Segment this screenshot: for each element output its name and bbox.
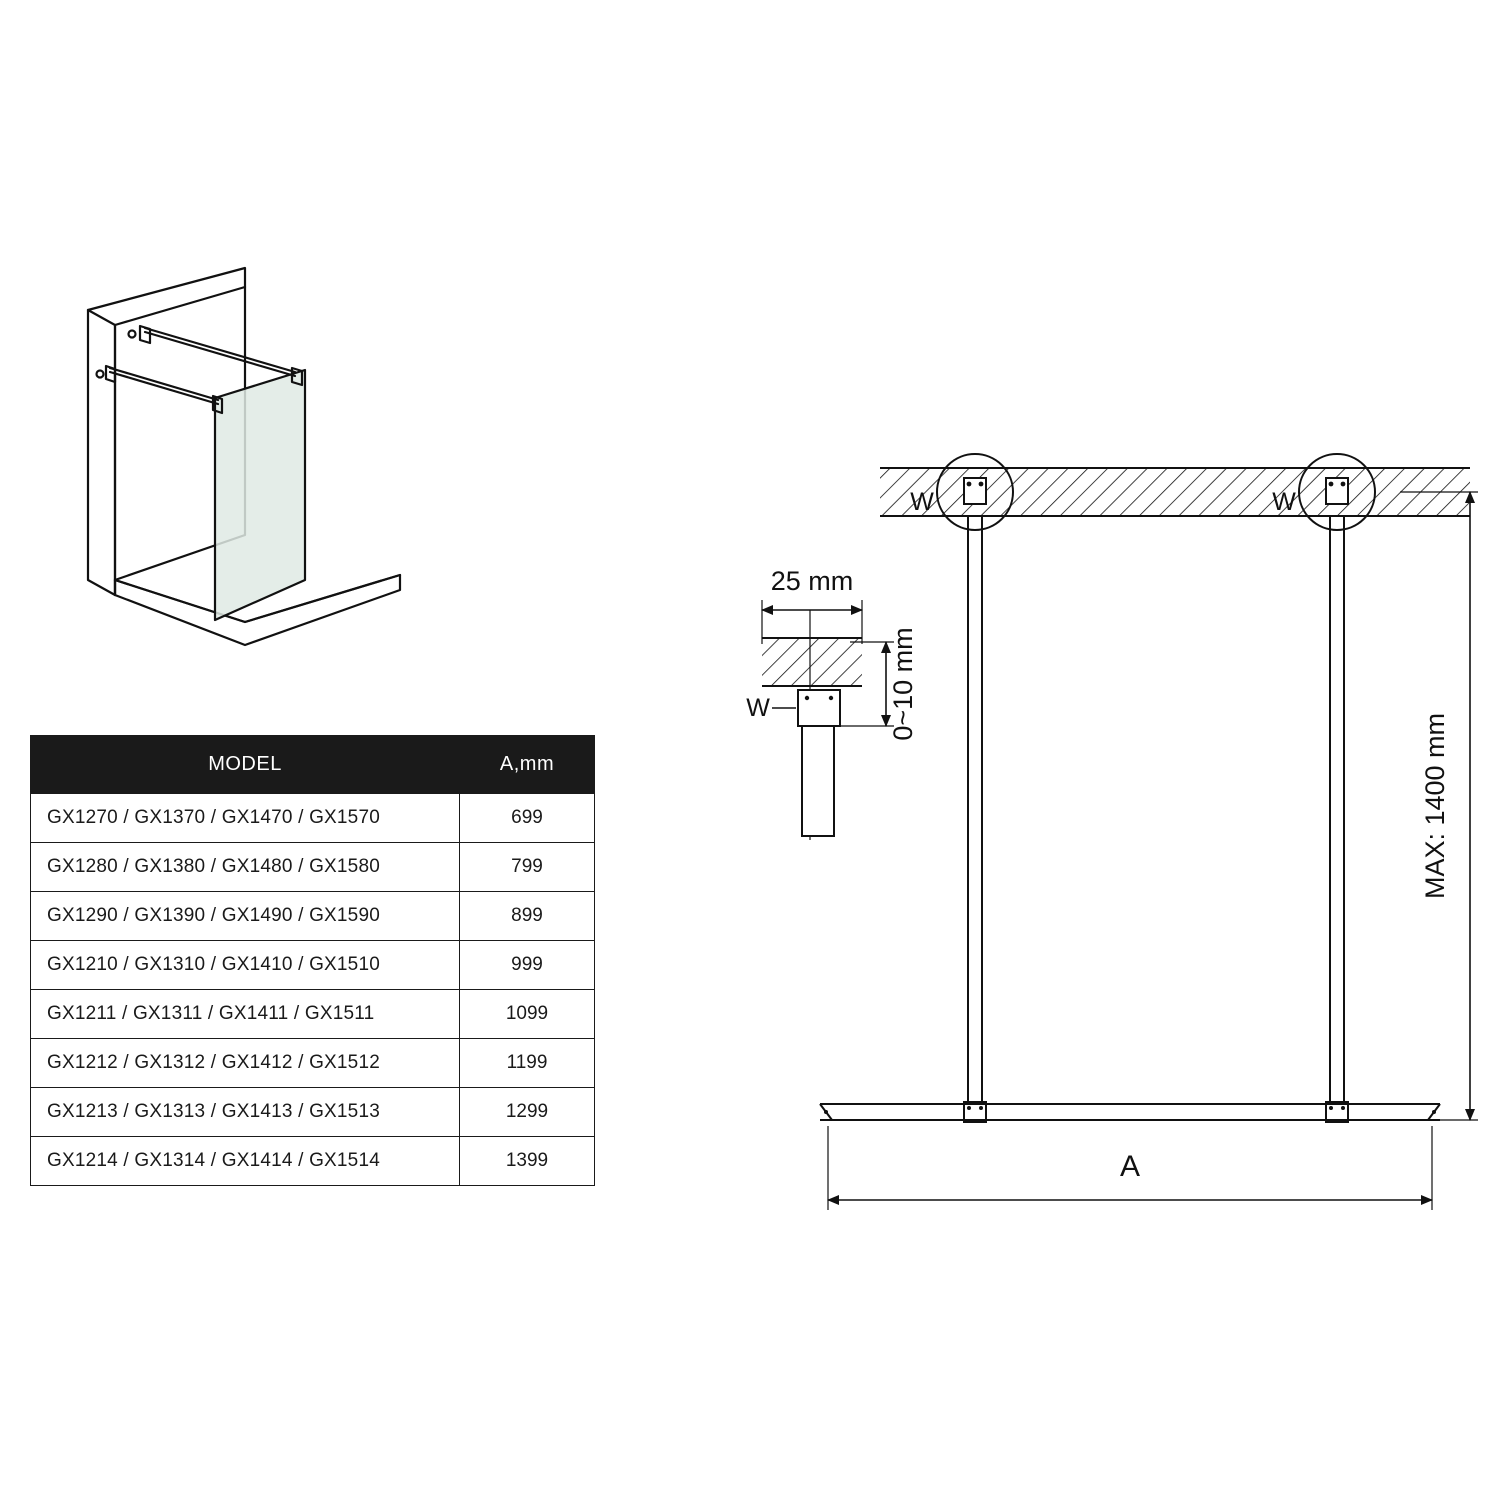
support-bar-upper (145, 328, 295, 372)
cell-a: 1199 (460, 1039, 595, 1088)
support-bar-right (1326, 516, 1348, 1122)
table-row (31, 990, 595, 1039)
wall-bracket-left-label: W (910, 488, 934, 516)
glass-panel (215, 370, 305, 620)
cell-model: GX1213 / GX1313 / GX1413 / GX1513 (31, 1088, 460, 1137)
cell-a: 1099 (460, 990, 595, 1039)
support-bar-left (964, 516, 986, 1122)
table-row (31, 794, 595, 843)
cell-model: GX1290 / GX1390 / GX1490 / GX1590 (31, 892, 460, 941)
detail-gap-label: 0~10 mm (888, 627, 918, 741)
technical-elevation-drawing (700, 420, 1480, 1250)
table-row (31, 843, 595, 892)
column-header-model: MODEL (31, 736, 460, 794)
table-header-row (31, 736, 595, 794)
table-row (31, 1088, 595, 1137)
width-dimension-label: A (1119, 1150, 1141, 1183)
column-header-a: A,mm (460, 736, 595, 794)
wall-bracket-right-label: W (1272, 488, 1296, 516)
support-bar-lower (110, 368, 218, 400)
cell-model: GX1211 / GX1311 / GX1411 / GX1511 (31, 990, 460, 1039)
height-dimension-label: MAX: 1400 mm (1420, 712, 1450, 900)
wall-edge (88, 310, 115, 595)
table-row (31, 892, 595, 941)
detail-bracket-label: W (746, 694, 770, 722)
cell-model: GX1212 / GX1312 / GX1412 / GX1512 (31, 1039, 460, 1088)
cell-a: 999 (460, 941, 595, 990)
isometric-shower-screen (70, 250, 490, 680)
cell-a: 799 (460, 843, 595, 892)
cell-model: GX1270 / GX1370 / GX1470 / GX1570 (31, 794, 460, 843)
cell-a: 699 (460, 794, 595, 843)
model-dimension-table (30, 735, 595, 1186)
table-row (31, 1039, 595, 1088)
detail-thickness-label: 25 mm (770, 566, 854, 596)
cell-a: 1399 (460, 1137, 595, 1186)
cell-model: GX1280 / GX1380 / GX1480 / GX1580 (31, 843, 460, 892)
cell-a: 899 (460, 892, 595, 941)
table-row (31, 1137, 595, 1186)
cell-a: 1299 (460, 1088, 595, 1137)
cell-model: GX1210 / GX1310 / GX1410 / GX1510 (31, 941, 460, 990)
table-row (31, 941, 595, 990)
bracket-section-detail (762, 600, 894, 840)
table-body (31, 794, 595, 1186)
cell-model: GX1214 / GX1314 / GX1414 / GX1514 (31, 1137, 460, 1186)
